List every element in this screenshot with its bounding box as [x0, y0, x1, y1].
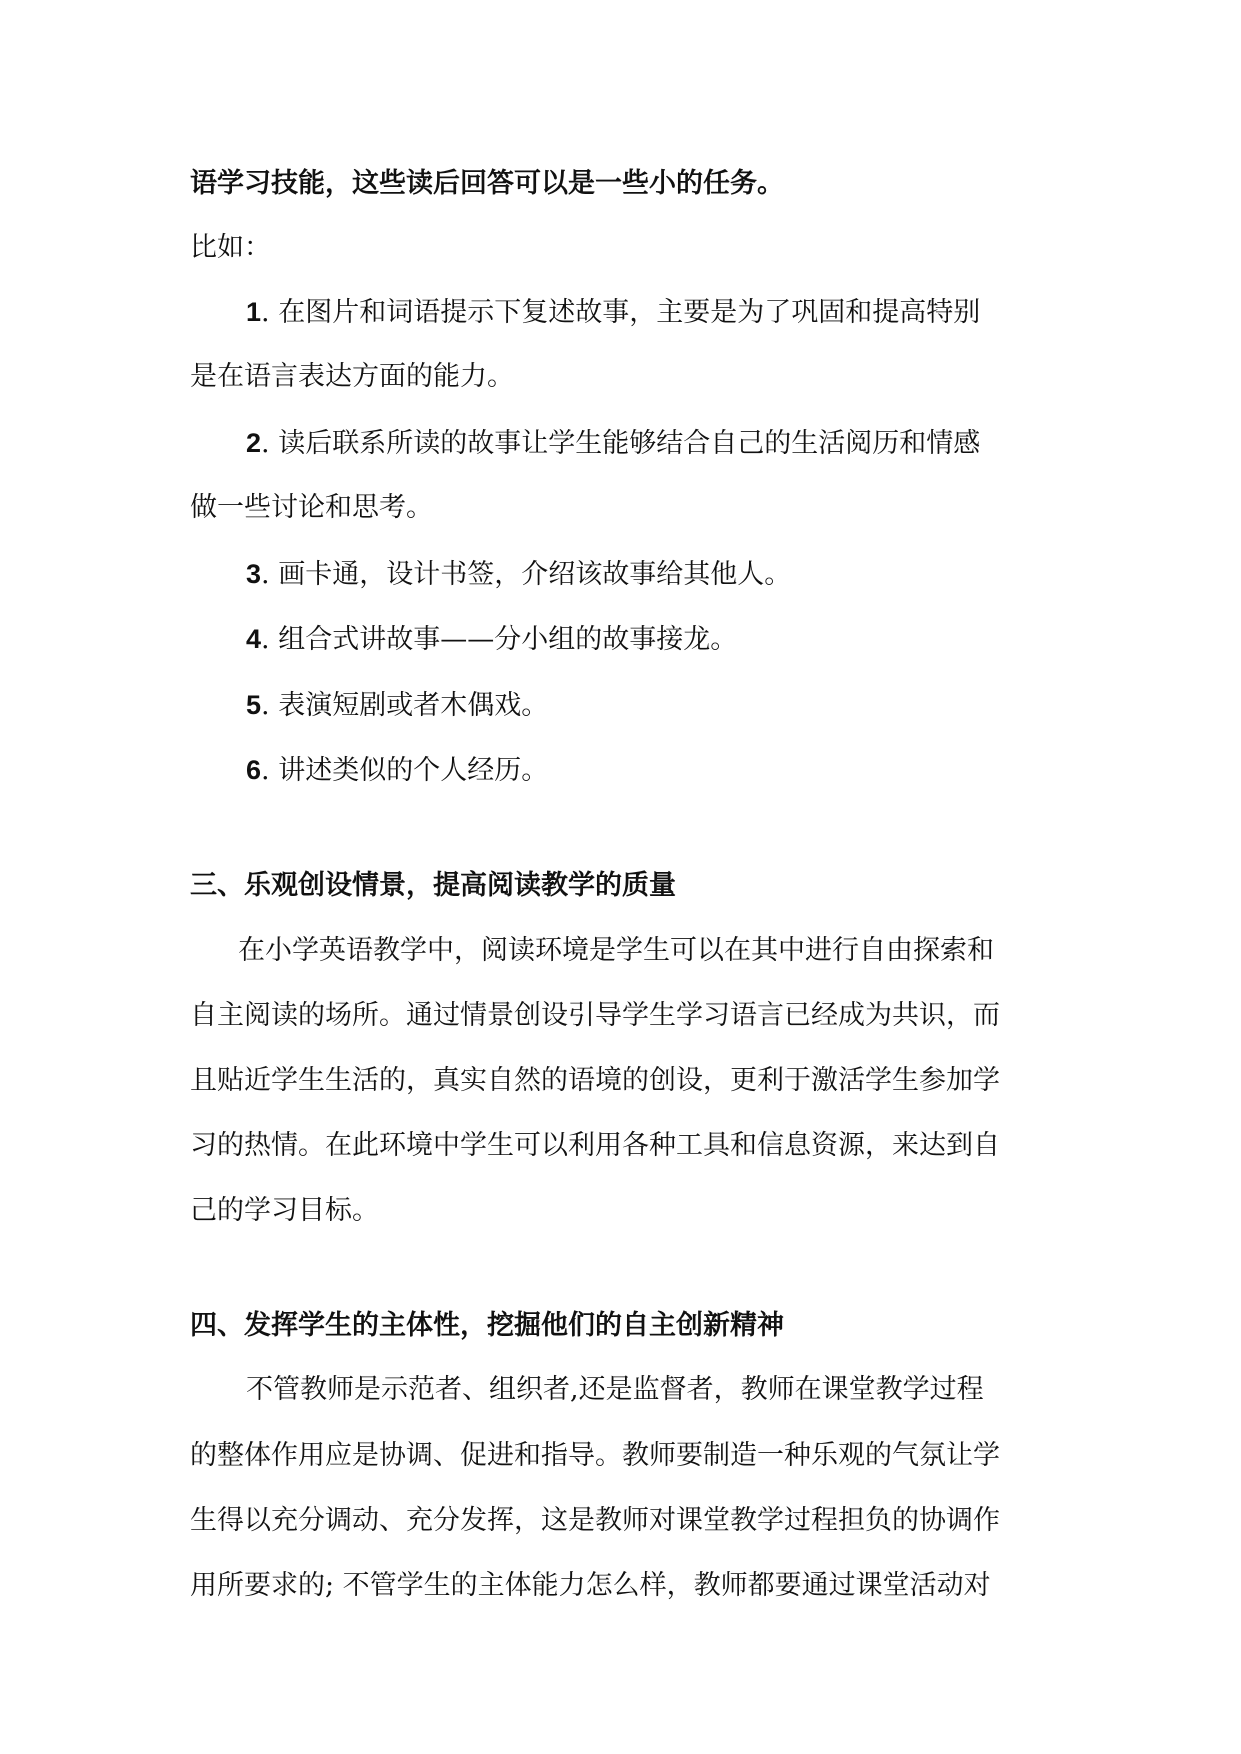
list-separator: . [261, 755, 270, 786]
section-4-paragraph-line: 的整体作用应是协调、促进和指导。教师要制造一种乐观的气氛让学 [190, 1440, 1000, 1471]
section-3-paragraph-line: 且贴近学生生活的，真实自然的语境的创设，更利于激活学生参加学 [190, 1065, 1000, 1096]
list-separator: . [261, 624, 270, 655]
example-label: 比如： [190, 232, 271, 263]
list-number: 5 [246, 690, 262, 720]
list-separator: . [261, 559, 270, 590]
list-separator: . [261, 297, 270, 328]
list-number: 4 [246, 624, 262, 654]
list-item-5 [246, 685, 1116, 726]
list-item-1 [246, 292, 1116, 333]
list-item-text: 组合式讲故事——分小组的故事接龙。 [278, 624, 738, 655]
section-4-paragraph-line: 不管教师是示范者、组织者,还是监督者，教师在课堂教学过程 [246, 1374, 984, 1405]
section-4-heading: 四、发挥学生的主体性，挖掘他们的自主创新精神 [190, 1310, 784, 1341]
list-separator: . [261, 428, 270, 459]
list-item-text: 表演短剧或者木偶戏。 [278, 690, 549, 721]
list-item-3 [246, 554, 1116, 595]
list-number: 6 [246, 755, 262, 785]
list-item-4 [246, 619, 1116, 660]
section-3-paragraph-line: 己的学习目标。 [190, 1195, 379, 1226]
list-item-text: 读后联系所读的故事让学生能够结合自己的生活阅历和情感 [278, 428, 981, 459]
list-number: 3 [246, 559, 262, 589]
section-4-paragraph-line: 生得以充分调动、充分发挥，这是教师对课堂教学过程担负的协调作 [190, 1505, 1000, 1536]
section-4-paragraph-line: 用所要求的; 不管学生的主体能力怎么样，教师都要通过课堂活动对 [190, 1570, 991, 1601]
list-item-1-continuation: 是在语言表达方面的能力。 [190, 361, 514, 392]
section-3-heading: 三、乐观创设情景，提高阅读教学的质量 [190, 870, 676, 901]
continuation-line: 语学习技能，这些读后回答可以是一些小的任务。 [190, 168, 784, 199]
section-3-paragraph-line: 习的热情。在此环境中学生可以利用各种工具和信息资源，来达到自 [190, 1130, 1000, 1161]
list-item-2 [246, 423, 1116, 464]
list-number: 2 [246, 428, 262, 458]
section-3-paragraph-line: 在小学英语教学中，阅读环境是学生可以在其中进行自由探索和 [238, 935, 994, 966]
list-item-text: 在图片和词语提示下复述故事，主要是为了巩固和提高特别 [278, 297, 981, 328]
list-separator: . [261, 690, 270, 721]
list-item-text: 画卡通，设计书签，介绍该故事给其他人。 [278, 559, 792, 590]
list-item-2-continuation: 做一些讨论和思考。 [190, 492, 433, 523]
list-item-6 [246, 750, 1116, 791]
section-3-paragraph-line: 自主阅读的场所。通过情景创设引导学生学习语言已经成为共识，而 [190, 1000, 1000, 1031]
list-item-text: 讲述类似的个人经历。 [278, 755, 549, 786]
list-number: 1 [246, 297, 262, 327]
